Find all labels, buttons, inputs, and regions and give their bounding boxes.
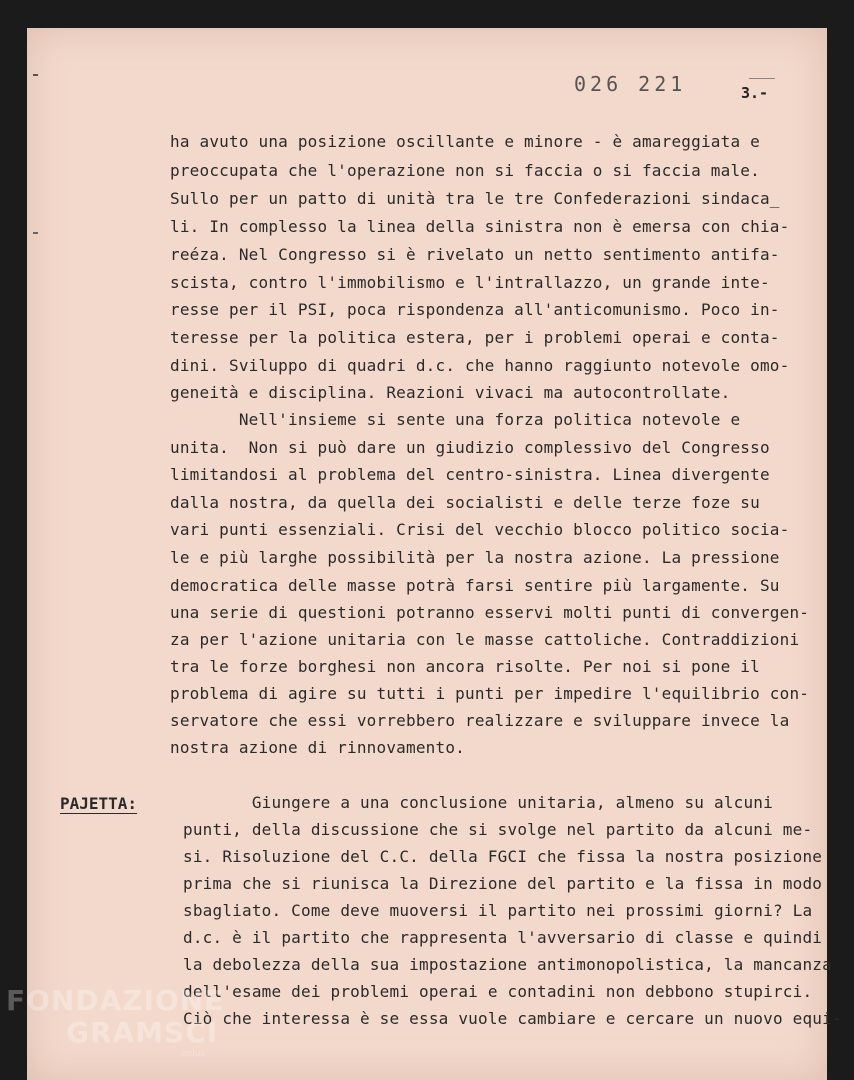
text-line: prima che si riunisca la Direzione del partito e la fissa in modo [183,874,823,893]
page-number: 3.- [741,84,769,102]
fondazione-gramsci-watermark [6,985,224,1059]
text-line: Sullo per un patto di unità tra le tre Confederazioni sindaca_ [170,189,780,208]
text-line: scista, contro l'immobilismo e l'intrallazzo, un grande inte- [170,273,770,292]
text-line: li. In complesso la linea della sinistra non è emersa con chia- [170,217,790,236]
text-line: preoccupata che l'operazione non si faccia o si faccia male. [170,161,760,180]
text-line: dini. Sviluppo di quadri d.c. che hanno raggiunto notevole omo- [170,356,790,375]
text-line: le e più larghe possibilità per la nostra azione. La pressione [170,548,780,567]
watermark-line: FONDAZIONE [6,984,225,1017]
text-line: Giungere a una conclusione unitaria, almeno su alcuni [183,793,773,812]
speaker-label: PAJETTA: [60,794,138,813]
watermark-line: onlus [181,1049,206,1059]
text-line: punti, della discussione che si svolge nel partito da alcuni me- [183,820,813,839]
text-line: limitandosi al problema del centro-sinistra. Linea divergente [170,465,770,484]
text-line: servatore che essi vorrebbero realizzare e sviluppare invece la [170,711,790,730]
text-line: dalla nostra, da quella dei socialisti e delle terze foze su [170,493,760,512]
text-line: problema di agire su tutti i punti per impedire l'equilibrio con- [170,684,810,703]
text-line: Ciò che interessa è se essa vuole cambiare e cercare un nuovo equi- [183,1009,842,1028]
text-line: sbagliato. Come deve muoversi il partito nei prossimi giorni? La [183,901,813,920]
text-line: Nell'insieme si sente una forza politica notevole e [170,410,741,429]
text-line: democratica delle masse potrà farsi sentire più largamente. Su [170,576,780,595]
text-line: geneità e disciplina. Reazioni vivaci ma autocontrollate. [170,383,731,402]
text-line: si. Risoluzione del C.C. della FGCI che fissa la nostra posizione [183,847,823,866]
archive-number: 026 221 [574,72,687,96]
margin-mark [33,232,38,234]
text-line: vari punti essenziali. Crisi del vecchio blocco politico socia- [170,520,790,539]
text-line: d.c. è il partito che rappresenta l'avversario di classe e quindi [183,928,823,947]
text-line: ha avuto una posizione oscillante e minore - è amareggiata e [170,132,760,151]
text-line: dell'esame dei problemi operai e contadini non debbono stupirci. [183,982,813,1001]
text-line: una serie di questioni potranno esservi molti punti di convergen- [170,603,810,622]
margin-mark [33,74,38,76]
watermark-line: GRAMSCI [66,1016,219,1049]
text-line: la debolezza della sua impostazione antimonopolistica, la mancanza [183,955,832,974]
text-line: reéza. Nel Congresso si è rivelato un netto sentimento antifa- [170,245,780,264]
text-line: teresse per la politica estera, per i problemi operai e conta- [170,328,780,347]
text-line: unita. Non si può dare un giudizio complessivo del Congresso [170,438,770,457]
text-line: nostra azione di rinnovamento. [170,738,465,757]
text-line: za per l'azione unitaria con le masse cattoliche. Contraddizioni [170,630,800,649]
text-line: tra le forze borghesi non ancora risolte. Per noi si pone il [170,657,760,676]
text-line: resse per il PSI, poca rispondenza all'anticomunismo. Poco in- [170,300,780,319]
